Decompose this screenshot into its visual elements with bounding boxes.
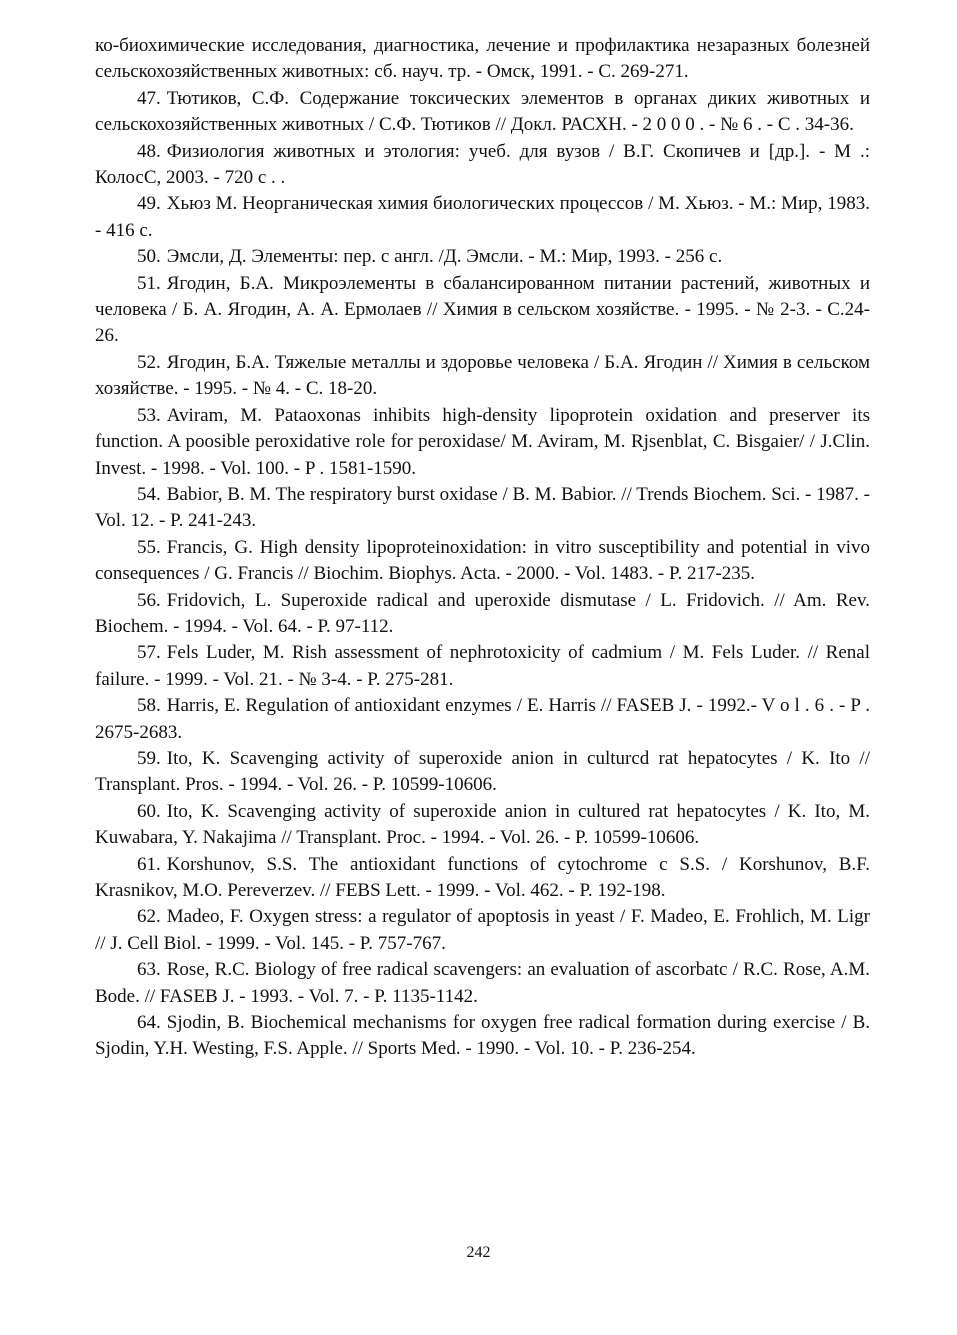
reference-number: 59.	[137, 747, 161, 769]
reference-text: ко-биохимические исследования, диагностика, лечение и профилактика незаразных болезней сельскохозяйственных животных: сб. науч. тр. - Омск, 1991. - С. 269-271.	[95, 35, 870, 83]
reference-text: Ito, K. Scavenging activity of superoxide anion in cultured rat hepatocytes / K. Ito, M. Kuwabara, Y. Nakajima // Transplant. Proc. - 1994. - Vol. 26. - P. 10599-10606.	[95, 800, 870, 849]
reference-text: Sjodin, B. Biochemical mechanisms for oxygen free radical formation during exercise / B. Sjodin, Y.H. Westing, F.S. Apple. // Sports Med. - 1990. - Vol. 10. - P. 236-254.	[95, 1012, 870, 1060]
reference-number: 63.	[137, 959, 161, 981]
reference-entry	[95, 588, 870, 641]
reference-number: 51.	[137, 272, 161, 294]
reference-entry	[95, 271, 870, 350]
reference-number: 52.	[137, 351, 161, 373]
reference-entry	[95, 482, 870, 535]
page-number: 242	[466, 1244, 491, 1261]
reference-entry	[95, 852, 870, 905]
reference-entry	[95, 799, 870, 852]
reference-list	[95, 33, 870, 1063]
reference-number: 49.	[137, 193, 161, 215]
reference-text: Harris, E. Regulation of antioxidant enzymes / E. Harris // FASEB J. - 1992.- V o l . 6 . - P . 2675-2683.	[95, 695, 870, 743]
reference-entry	[95, 640, 870, 693]
reference-entry	[95, 403, 870, 482]
reference-entry	[95, 1010, 870, 1063]
reference-number: 48.	[137, 140, 161, 162]
reference-number: 56.	[137, 589, 161, 611]
reference-number: 50.	[137, 246, 161, 268]
reference-number: 64.	[137, 1012, 161, 1034]
reference-text: Rose, R.C. Biology of free radical scavengers: an evaluation of ascorbatc / R.C. Rose, A.M. Bode. // FASEB J. - 1993. - Vol. 7. - P. 1135-1142.	[95, 959, 870, 1007]
reference-text: Madeo, F. Oxygen stress: a regulator of apoptosis in yeast / F. Madeo, E. Frohlich, M. Ligr // J. Cell Biol. - 1999. - Vol. 145. - P. 757-767.	[95, 906, 870, 954]
reference-entry	[95, 191, 870, 244]
reference-entry-continuation	[95, 33, 870, 86]
reference-number: 62.	[137, 906, 161, 928]
reference-number: 57.	[137, 642, 161, 664]
reference-text: Ягодин, Б.А. Микроэлементы в сбалансированном питании растений, животных и человека / Б. А. Ягодин, А. А. Ермолаев // Химия в сельском хозяйстве. - 1995. - № 2-3. - С.24-26.	[95, 272, 870, 347]
reference-number: 61.	[137, 853, 161, 875]
reference-number: 54.	[137, 483, 161, 505]
reference-entry	[95, 957, 870, 1010]
reference-text: Ягодин, Б.А. Тяжелые металлы и здоровье человека / Б.А. Ягодин // Химия в сельском хозяйстве. - 1995. - № 4. - С. 18-20.	[95, 351, 870, 400]
reference-entry	[95, 693, 870, 746]
reference-text: Francis, G. High density lipoproteinoxidation: in vitro susceptibility and potential in vivo consequences / G. Francis // Biochim. Biophys. Acta. - 2000. - Vol. 1483. - P. 217-235.	[95, 536, 870, 585]
reference-entry	[95, 139, 870, 192]
reference-entry	[95, 904, 870, 957]
reference-text: Fridovich, L. Superoxide radical and uperoxide dismutase / L. Fridovich. // Am. Rev. Biochem. - 1994. - Vol. 64. - P. 97-112.	[95, 589, 870, 637]
reference-entry	[95, 535, 870, 588]
reference-text: Ito, K. Scavenging activity of superoxide anion in culturcd rat hepatocytes / K. Ito // Transplant. Pros. - 1994. - Vol. 26. - P. 10599-10606.	[95, 747, 870, 796]
reference-number: 47.	[137, 87, 161, 109]
reference-text: Fels Luder, M. Rish assessment of nephrotoxicity of cadmium / M. Fels Luder. // Renal failure. - 1999. - Vol. 21. - № 3-4. - P. 275-281.	[95, 642, 870, 690]
reference-text: Korshunov, S.S. The antioxidant functions of cytochrome c S.S. / Korshunov, B.F. Krasnikov, M.O. Pereverzev. // FEBS Lett. - 1999. - Vol. 462. - P. 192-198.	[95, 853, 870, 901]
reference-number: 60.	[137, 800, 161, 822]
reference-entry	[95, 86, 870, 139]
reference-entry	[95, 746, 870, 799]
reference-number: 55.	[137, 536, 161, 558]
reference-text: Тютиков, С.Ф. Содержание токсических элементов в органах диких животных и сельскохозяйственных животных / С.Ф. Тютиков // Докл. РАСХН. - 2 0 0 0 . - № 6 . - С . 34-36.	[95, 87, 870, 136]
reference-number: 53.	[137, 404, 161, 426]
reference-text: Эмсли, Д. Элементы: пер. с англ. /Д. Эмсли. - М.: Мир, 1993. - 256 с.	[166, 246, 723, 268]
reference-text: Физиология животных и этология: учеб. для вузов / В.Г. Скопичев и [др.]. - М .: КолосС, 2003. - 720 с . .	[95, 140, 870, 189]
reference-number: 58.	[137, 695, 161, 717]
reference-text: Хьюз М. Неорганическая химия биологических процессов / М. Хьюз. - М.: Мир, 1983. - 416 с.	[95, 193, 870, 241]
reference-entry	[95, 350, 870, 403]
reference-entry	[95, 244, 870, 270]
reference-text: Babior, B. M. The respiratory burst oxidase / B. M. Babior. // Trends Biochem. Sci. - 1987. - Vol. 12. - P. 241-243.	[95, 483, 870, 532]
reference-text: Aviram, M. Pataoxonas inhibits high-density lipoprotein oxidation and preserver its function. A poosible peroxidative role for peroxidase/ M. Aviram, M. Rjsenblat, C. Bisgaier/ / J.Clin. Invest. - 1998. - Vol. 100. - P . 1581-1590.	[95, 404, 870, 479]
